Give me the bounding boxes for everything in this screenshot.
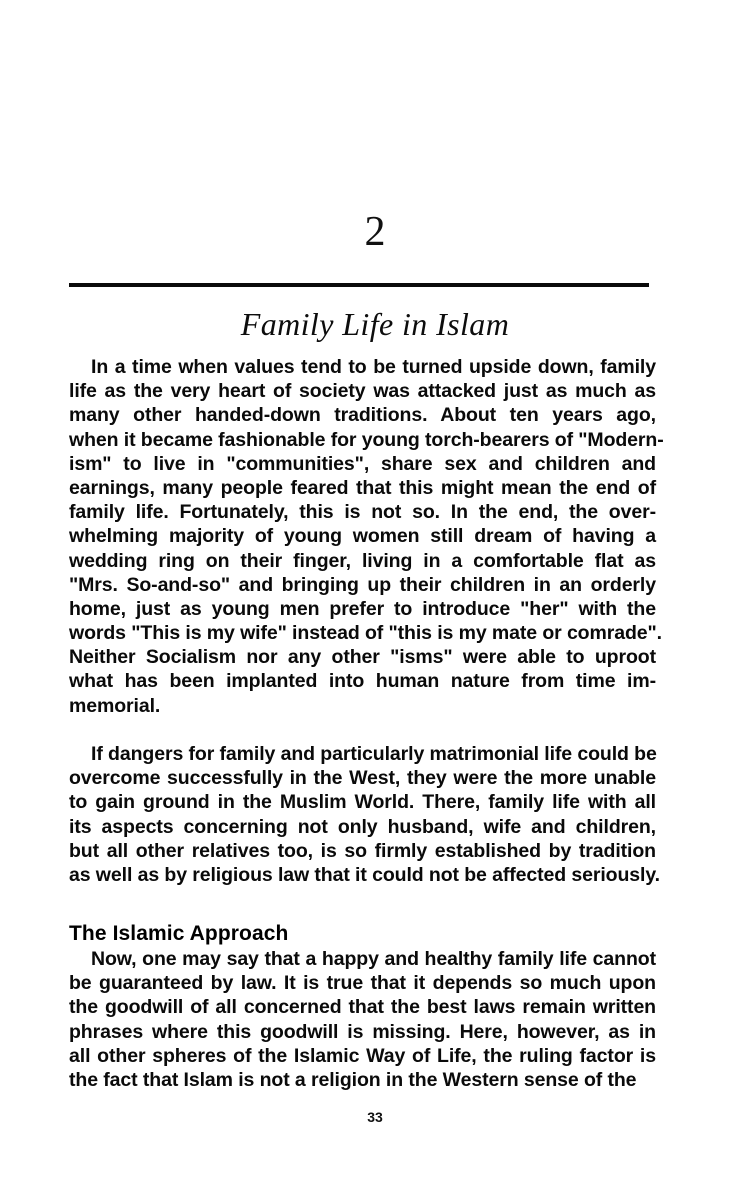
text-line: earnings, many people feared that this might mean the end of xyxy=(69,476,656,499)
text-line: ism" to live in "communities", share sex and children and xyxy=(69,452,656,475)
text-line: If dangers for family and particularly matrimonial life could be xyxy=(91,743,657,765)
text-line: but all other relatives too, is so firmly established by tradition xyxy=(69,839,656,862)
paragraph-west-and-muslim-world xyxy=(69,742,660,887)
chapter-number: 2 xyxy=(364,209,386,255)
text-line: Neither Socialism nor any other "isms" were able to uproot xyxy=(69,646,656,669)
text-line: the fact that Islam is not a religion in the Western sense of the xyxy=(69,1068,637,1091)
text-line: life as the very heart of society was attacked just as much as xyxy=(69,380,656,403)
text-line: when it became fashionable for young torch-bearers of "Modern- xyxy=(69,428,664,451)
text-line: what has been implanted into human nature from time im- xyxy=(69,670,656,693)
text-line: memorial. xyxy=(69,694,161,717)
text-line: the goodwill of all concerned that the best laws remain written xyxy=(69,996,656,1019)
chapter-divider-rule xyxy=(69,283,649,287)
text-line: phrases where this goodwill is missing. Here, however, as in xyxy=(69,1020,656,1043)
text-line: wedding ring on their finger, living in a comfortable flat as xyxy=(69,549,656,572)
text-line: words "This is my wife" instead of "this is my mate or comrade". xyxy=(69,622,662,645)
section-heading: The Islamic Approach xyxy=(69,922,289,945)
text-line: overcome successfully in the West, they were the more unable xyxy=(69,767,656,790)
text-line: its aspects concerning not only husband, wife and children, xyxy=(69,815,656,838)
text-line: "Mrs. So-and-so" and bringing up their children in an orderly xyxy=(69,573,656,596)
page-number: 33 xyxy=(367,1109,383,1125)
text-line: whelming majority of young women still dream of having a xyxy=(69,525,656,548)
text-line: Now, one may say that a happy and healthy family life cannot xyxy=(91,948,656,970)
paragraph-islamic-approach xyxy=(69,947,656,1092)
paragraph-opening xyxy=(69,355,664,718)
text-line: be guaranteed by law. It is true that it depends so much upon xyxy=(69,972,656,995)
text-line: as well as by religious law that it could not be affected seriously. xyxy=(69,863,660,886)
text-line: many other handed-down traditions. About ten years ago, xyxy=(69,404,656,427)
text-line: In a time when values tend to be turned upside down, family xyxy=(91,356,656,378)
text-line: to gain ground in the Muslim World. There, family life with all xyxy=(69,791,656,814)
text-line: family life. Fortunately, this is not so. In the end, the over- xyxy=(69,501,656,524)
text-line: all other spheres of the Islamic Way of Life, the ruling factor is xyxy=(69,1044,656,1067)
text-line: home, just as young men prefer to introduce "her" with the xyxy=(69,597,656,620)
chapter-title: Family Life in Islam xyxy=(240,306,510,342)
section-heading-block xyxy=(69,921,656,947)
